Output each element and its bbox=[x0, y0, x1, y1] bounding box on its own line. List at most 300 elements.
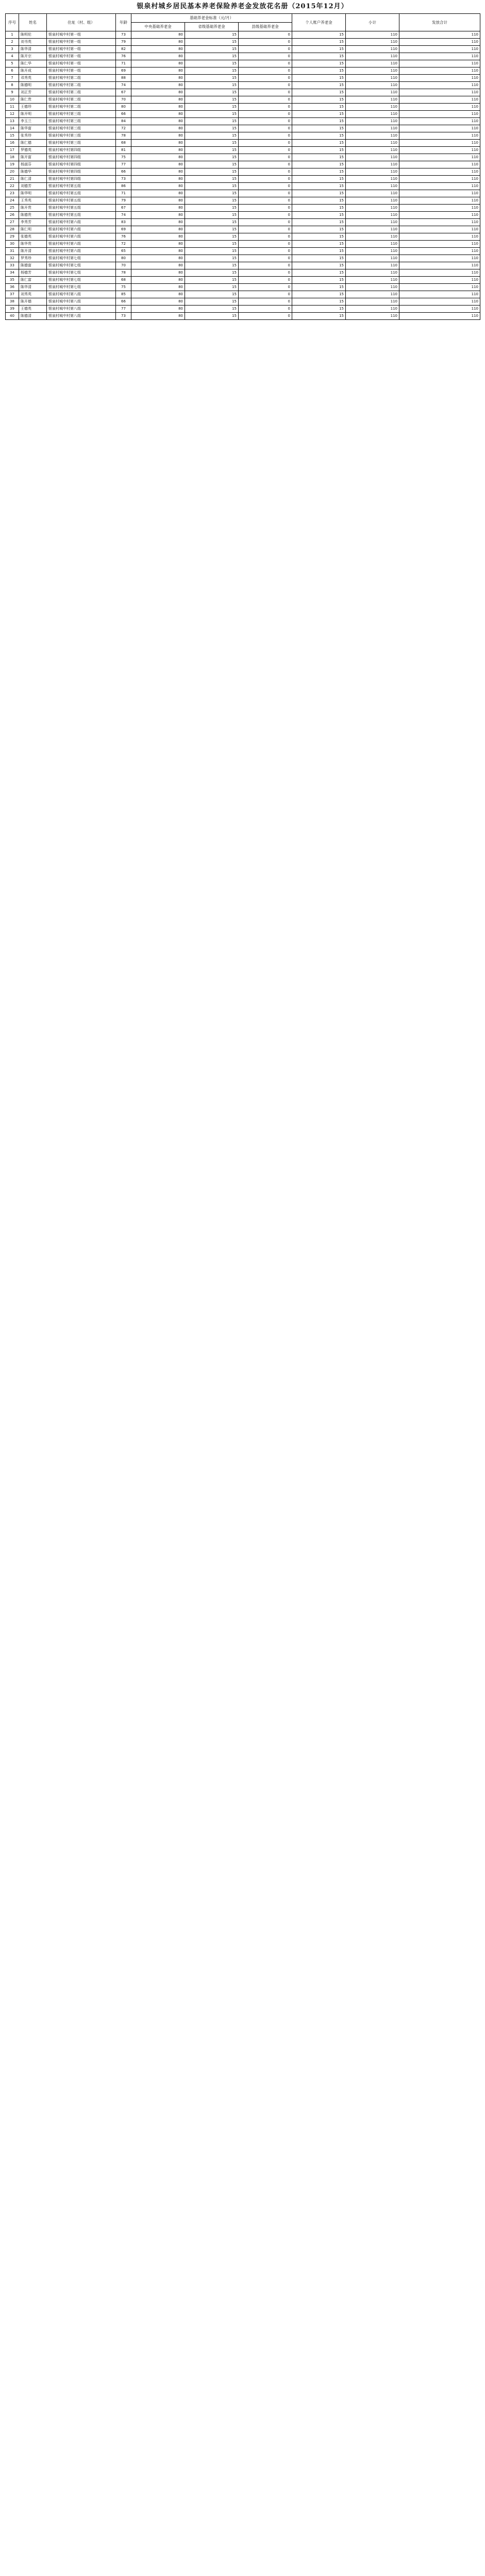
cell-age: 69 bbox=[116, 226, 131, 233]
cell-total: 110 bbox=[399, 212, 480, 219]
cell-age: 81 bbox=[116, 147, 131, 154]
cell-address: 银泉村城中村第一组 bbox=[47, 60, 116, 67]
cell-address: 银泉村城中村第三组 bbox=[47, 132, 116, 140]
cell-personal: 15 bbox=[292, 176, 346, 183]
cell-subtotal: 110 bbox=[346, 89, 399, 96]
cell-central: 80 bbox=[131, 161, 185, 168]
cell-address: 银泉村城中村第一组 bbox=[47, 39, 116, 46]
cell-personal: 15 bbox=[292, 125, 346, 132]
table-row bbox=[6, 46, 480, 53]
cell-seq: 18 bbox=[6, 154, 19, 161]
cell-central: 80 bbox=[131, 241, 185, 248]
cell-name: 陈仁华 bbox=[19, 60, 47, 67]
cell-personal: 15 bbox=[292, 60, 346, 67]
table-row bbox=[6, 255, 480, 262]
cell-central: 80 bbox=[131, 39, 185, 46]
cell-central: 80 bbox=[131, 277, 185, 284]
cell-subtotal: 110 bbox=[346, 241, 399, 248]
cell-seq: 8 bbox=[6, 82, 19, 89]
cell-personal: 15 bbox=[292, 284, 346, 291]
cell-age: 79 bbox=[116, 39, 131, 46]
cell-personal: 15 bbox=[292, 262, 346, 269]
table-row bbox=[6, 277, 480, 284]
cell-age: 66 bbox=[116, 298, 131, 306]
cell-personal: 15 bbox=[292, 67, 346, 75]
cell-name: 刘秀英 bbox=[19, 291, 47, 298]
cell-age: 82 bbox=[116, 46, 131, 53]
cell-central: 80 bbox=[131, 313, 185, 320]
cell-personal: 15 bbox=[292, 82, 346, 89]
cell-personal: 15 bbox=[292, 248, 346, 255]
cell-province: 15 bbox=[185, 147, 239, 154]
cell-address: 银泉村城中村第二组 bbox=[47, 96, 116, 104]
cell-address: 银泉村城中村第四组 bbox=[47, 154, 116, 161]
cell-central: 80 bbox=[131, 197, 185, 205]
cell-county: 0 bbox=[239, 104, 292, 111]
cell-seq: 9 bbox=[6, 89, 19, 96]
cell-central: 80 bbox=[131, 183, 185, 190]
cell-age: 67 bbox=[116, 205, 131, 212]
table-row bbox=[6, 219, 480, 226]
cell-province: 15 bbox=[185, 60, 239, 67]
cell-central: 80 bbox=[131, 291, 185, 298]
cell-central: 80 bbox=[131, 53, 185, 60]
table-row bbox=[6, 197, 480, 205]
table-row bbox=[6, 111, 480, 118]
cell-subtotal: 110 bbox=[346, 75, 399, 82]
cell-county: 0 bbox=[239, 183, 292, 190]
cell-address: 银泉村城中村第四组 bbox=[47, 147, 116, 154]
cell-county: 0 bbox=[239, 212, 292, 219]
cell-age: 68 bbox=[116, 140, 131, 147]
cell-address: 银泉村城中村第八组 bbox=[47, 291, 116, 298]
cell-province: 15 bbox=[185, 212, 239, 219]
cell-address: 银泉村城中村第五组 bbox=[47, 197, 116, 205]
cell-province: 15 bbox=[185, 132, 239, 140]
cell-province: 15 bbox=[185, 183, 239, 190]
cell-county: 0 bbox=[239, 118, 292, 125]
cell-province: 15 bbox=[185, 197, 239, 205]
cell-total: 110 bbox=[399, 306, 480, 313]
cell-subtotal: 110 bbox=[346, 168, 399, 176]
cell-personal: 15 bbox=[292, 291, 346, 298]
cell-seq: 24 bbox=[6, 197, 19, 205]
cell-subtotal: 110 bbox=[346, 262, 399, 269]
cell-personal: 15 bbox=[292, 269, 346, 277]
cell-total: 110 bbox=[399, 46, 480, 53]
cell-province: 15 bbox=[185, 269, 239, 277]
cell-personal: 15 bbox=[292, 140, 346, 147]
cell-total: 110 bbox=[399, 269, 480, 277]
header-age: 年龄 bbox=[116, 14, 131, 31]
cell-county: 0 bbox=[239, 219, 292, 226]
cell-address: 银泉村城中村第七组 bbox=[47, 262, 116, 269]
cell-personal: 15 bbox=[292, 132, 346, 140]
cell-address: 银泉村城中村第五组 bbox=[47, 212, 116, 219]
cell-total: 110 bbox=[399, 104, 480, 111]
cell-personal: 15 bbox=[292, 226, 346, 233]
table-body bbox=[6, 31, 480, 320]
cell-personal: 15 bbox=[292, 46, 346, 53]
cell-province: 15 bbox=[185, 255, 239, 262]
cell-total: 110 bbox=[399, 31, 480, 39]
cell-seq: 22 bbox=[6, 183, 19, 190]
cell-county: 0 bbox=[239, 313, 292, 320]
cell-seq: 10 bbox=[6, 96, 19, 104]
cell-county: 0 bbox=[239, 190, 292, 197]
cell-seq: 23 bbox=[6, 190, 19, 197]
cell-subtotal: 110 bbox=[346, 205, 399, 212]
cell-age: 88 bbox=[116, 75, 131, 82]
cell-personal: 15 bbox=[292, 75, 346, 82]
cell-subtotal: 110 bbox=[346, 53, 399, 60]
cell-name: 陈德富 bbox=[19, 262, 47, 269]
cell-seq: 37 bbox=[6, 291, 19, 298]
cell-subtotal: 110 bbox=[346, 118, 399, 125]
cell-seq: 31 bbox=[6, 248, 19, 255]
cell-personal: 15 bbox=[292, 118, 346, 125]
cell-subtotal: 110 bbox=[346, 269, 399, 277]
cell-central: 80 bbox=[131, 154, 185, 161]
cell-province: 15 bbox=[185, 262, 239, 269]
cell-county: 0 bbox=[239, 226, 292, 233]
cell-address: 银泉村城中村第一组 bbox=[47, 67, 116, 75]
cell-name: 王德英 bbox=[19, 306, 47, 313]
cell-total: 110 bbox=[399, 60, 480, 67]
cell-personal: 15 bbox=[292, 183, 346, 190]
cell-address: 银泉村城中村第二组 bbox=[47, 75, 116, 82]
table-row bbox=[6, 89, 480, 96]
cell-age: 78 bbox=[116, 132, 131, 140]
cell-subtotal: 110 bbox=[346, 284, 399, 291]
cell-subtotal: 110 bbox=[346, 298, 399, 306]
cell-total: 110 bbox=[399, 298, 480, 306]
header-address: 住址（村、组） bbox=[47, 14, 116, 31]
cell-name: 杨德芳 bbox=[19, 269, 47, 277]
cell-county: 0 bbox=[239, 241, 292, 248]
cell-province: 15 bbox=[185, 241, 239, 248]
cell-county: 0 bbox=[239, 176, 292, 183]
cell-address: 银泉村城中村第七组 bbox=[47, 269, 116, 277]
cell-subtotal: 110 bbox=[346, 219, 399, 226]
cell-county: 0 bbox=[239, 53, 292, 60]
cell-personal: 15 bbox=[292, 39, 346, 46]
cell-seq: 13 bbox=[6, 118, 19, 125]
cell-age: 75 bbox=[116, 284, 131, 291]
cell-province: 15 bbox=[185, 140, 239, 147]
table-row bbox=[6, 147, 480, 154]
cell-name: 陈开宗 bbox=[19, 53, 47, 60]
cell-central: 80 bbox=[131, 233, 185, 241]
cell-address: 银泉村城中村第三组 bbox=[47, 125, 116, 132]
cell-total: 110 bbox=[399, 89, 480, 96]
cell-county: 0 bbox=[239, 39, 292, 46]
cell-county: 0 bbox=[239, 82, 292, 89]
cell-age: 68 bbox=[116, 277, 131, 284]
cell-name: 陈华清 bbox=[19, 46, 47, 53]
cell-subtotal: 110 bbox=[346, 132, 399, 140]
cell-central: 80 bbox=[131, 262, 185, 269]
table-row bbox=[6, 53, 480, 60]
table-row bbox=[6, 154, 480, 161]
cell-seq: 28 bbox=[6, 226, 19, 233]
cell-address: 银泉村城中村第三组 bbox=[47, 140, 116, 147]
cell-age: 75 bbox=[116, 154, 131, 161]
cell-name: 李玉兰 bbox=[19, 118, 47, 125]
cell-age: 80 bbox=[116, 104, 131, 111]
cell-address: 银泉村城中村第七组 bbox=[47, 284, 116, 291]
cell-total: 110 bbox=[399, 67, 480, 75]
cell-province: 15 bbox=[185, 277, 239, 284]
cell-address: 银泉村城中村第二组 bbox=[47, 89, 116, 96]
cell-total: 110 bbox=[399, 197, 480, 205]
table-row bbox=[6, 75, 480, 82]
cell-province: 15 bbox=[185, 154, 239, 161]
cell-county: 0 bbox=[239, 67, 292, 75]
cell-address: 银泉村城中村第四组 bbox=[47, 168, 116, 176]
table-row bbox=[6, 291, 480, 298]
table-row bbox=[6, 161, 480, 168]
cell-personal: 15 bbox=[292, 53, 346, 60]
cell-province: 15 bbox=[185, 118, 239, 125]
cell-total: 110 bbox=[399, 226, 480, 233]
cell-name: 张秀珍 bbox=[19, 132, 47, 140]
table-row bbox=[6, 241, 480, 248]
header-subtotal: 小计 bbox=[346, 14, 399, 31]
cell-name: 陈明伦 bbox=[19, 31, 47, 39]
cell-county: 0 bbox=[239, 140, 292, 147]
cell-total: 110 bbox=[399, 118, 480, 125]
cell-subtotal: 110 bbox=[346, 233, 399, 241]
table-row bbox=[6, 284, 480, 291]
cell-address: 银泉村城中村第六组 bbox=[47, 233, 116, 241]
table-row bbox=[6, 248, 480, 255]
cell-name: 陈德华 bbox=[19, 168, 47, 176]
table-row bbox=[6, 176, 480, 183]
cell-total: 110 bbox=[399, 291, 480, 298]
cell-seq: 39 bbox=[6, 306, 19, 313]
cell-subtotal: 110 bbox=[346, 147, 399, 154]
cell-personal: 15 bbox=[292, 313, 346, 320]
cell-subtotal: 110 bbox=[346, 60, 399, 67]
cell-age: 85 bbox=[116, 291, 131, 298]
cell-total: 110 bbox=[399, 233, 480, 241]
cell-personal: 15 bbox=[292, 298, 346, 306]
cell-address: 银泉村城中村第二组 bbox=[47, 82, 116, 89]
cell-personal: 15 bbox=[292, 255, 346, 262]
cell-age: 65 bbox=[116, 248, 131, 255]
cell-province: 15 bbox=[185, 46, 239, 53]
cell-county: 0 bbox=[239, 31, 292, 39]
cell-age: 66 bbox=[116, 111, 131, 118]
cell-address: 银泉村城中村第一组 bbox=[47, 46, 116, 53]
cell-county: 0 bbox=[239, 284, 292, 291]
cell-seq: 6 bbox=[6, 67, 19, 75]
cell-seq: 25 bbox=[6, 205, 19, 212]
cell-province: 15 bbox=[185, 31, 239, 39]
cell-county: 0 bbox=[239, 262, 292, 269]
cell-total: 110 bbox=[399, 284, 480, 291]
cell-total: 110 bbox=[399, 255, 480, 262]
cell-province: 15 bbox=[185, 161, 239, 168]
cell-county: 0 bbox=[239, 291, 292, 298]
cell-county: 0 bbox=[239, 132, 292, 140]
cell-personal: 15 bbox=[292, 277, 346, 284]
cell-subtotal: 110 bbox=[346, 125, 399, 132]
cell-subtotal: 110 bbox=[346, 248, 399, 255]
cell-province: 15 bbox=[185, 82, 239, 89]
cell-age: 77 bbox=[116, 161, 131, 168]
cell-province: 15 bbox=[185, 313, 239, 320]
cell-name: 陈华清 bbox=[19, 284, 47, 291]
table-row bbox=[6, 190, 480, 197]
cell-address: 银泉村城中村第一组 bbox=[47, 31, 116, 39]
cell-central: 80 bbox=[131, 255, 185, 262]
cell-personal: 15 bbox=[292, 241, 346, 248]
cell-name: 李秀芳 bbox=[19, 219, 47, 226]
cell-central: 80 bbox=[131, 125, 185, 132]
cell-total: 110 bbox=[399, 205, 480, 212]
cell-seq: 35 bbox=[6, 277, 19, 284]
cell-central: 80 bbox=[131, 75, 185, 82]
cell-central: 80 bbox=[131, 176, 185, 183]
table-row bbox=[6, 168, 480, 176]
cell-name: 陈开富 bbox=[19, 154, 47, 161]
cell-subtotal: 110 bbox=[346, 140, 399, 147]
cell-personal: 15 bbox=[292, 190, 346, 197]
table-row bbox=[6, 125, 480, 132]
cell-address: 银泉村城中村第六组 bbox=[47, 248, 116, 255]
cell-central: 80 bbox=[131, 248, 185, 255]
cell-total: 110 bbox=[399, 39, 480, 46]
cell-seq: 7 bbox=[6, 75, 19, 82]
cell-total: 110 bbox=[399, 168, 480, 176]
cell-central: 80 bbox=[131, 67, 185, 75]
cell-seq: 19 bbox=[6, 161, 19, 168]
cell-address: 银泉村城中村第五组 bbox=[47, 190, 116, 197]
cell-county: 0 bbox=[239, 46, 292, 53]
cell-province: 15 bbox=[185, 104, 239, 111]
table-row bbox=[6, 212, 480, 219]
cell-central: 80 bbox=[131, 111, 185, 118]
header-personal: 个人账户养老金 bbox=[292, 14, 346, 31]
cell-total: 110 bbox=[399, 125, 480, 132]
cell-age: 78 bbox=[116, 269, 131, 277]
cell-subtotal: 110 bbox=[346, 104, 399, 111]
cell-province: 15 bbox=[185, 233, 239, 241]
cell-province: 15 bbox=[185, 111, 239, 118]
cell-subtotal: 110 bbox=[346, 96, 399, 104]
cell-central: 80 bbox=[131, 140, 185, 147]
cell-total: 110 bbox=[399, 241, 480, 248]
cell-age: 71 bbox=[116, 60, 131, 67]
cell-name: 陈仁清 bbox=[19, 176, 47, 183]
cell-name: 陈开贵 bbox=[19, 205, 47, 212]
cell-name: 陈华富 bbox=[19, 125, 47, 132]
pension-roster-table bbox=[5, 13, 480, 320]
cell-name: 王德珍 bbox=[19, 104, 47, 111]
cell-age: 83 bbox=[116, 219, 131, 226]
table-row bbox=[6, 82, 480, 89]
cell-seq: 27 bbox=[6, 219, 19, 226]
cell-total: 110 bbox=[399, 248, 480, 255]
cell-central: 80 bbox=[131, 269, 185, 277]
cell-name: 张德英 bbox=[19, 233, 47, 241]
document-title: 银泉村城乡居民基本养老保险养老金发放花名册（2015年12月） bbox=[137, 3, 348, 10]
cell-personal: 15 bbox=[292, 168, 346, 176]
cell-total: 110 bbox=[399, 111, 480, 118]
cell-total: 110 bbox=[399, 176, 480, 183]
cell-subtotal: 110 bbox=[346, 226, 399, 233]
cell-total: 110 bbox=[399, 140, 480, 147]
cell-personal: 15 bbox=[292, 233, 346, 241]
cell-age: 86 bbox=[116, 183, 131, 190]
cell-county: 0 bbox=[239, 154, 292, 161]
table-header-row bbox=[6, 14, 480, 23]
cell-seq: 38 bbox=[6, 298, 19, 306]
header-county: 县级基础养老金 bbox=[239, 23, 292, 31]
cell-province: 15 bbox=[185, 53, 239, 60]
cell-address: 银泉村城中村第一组 bbox=[47, 53, 116, 60]
table-row bbox=[6, 205, 480, 212]
cell-central: 80 bbox=[131, 118, 185, 125]
cell-central: 80 bbox=[131, 132, 185, 140]
cell-seq: 29 bbox=[6, 233, 19, 241]
cell-total: 110 bbox=[399, 147, 480, 154]
table-row bbox=[6, 306, 480, 313]
cell-central: 80 bbox=[131, 89, 185, 96]
table-row bbox=[6, 140, 480, 147]
cell-province: 15 bbox=[185, 125, 239, 132]
cell-total: 110 bbox=[399, 313, 480, 320]
cell-seq: 20 bbox=[6, 168, 19, 176]
cell-subtotal: 110 bbox=[346, 277, 399, 284]
cell-personal: 15 bbox=[292, 111, 346, 118]
cell-county: 0 bbox=[239, 269, 292, 277]
cell-address: 银泉村城中村第三组 bbox=[47, 118, 116, 125]
cell-central: 80 bbox=[131, 212, 185, 219]
cell-age: 70 bbox=[116, 96, 131, 104]
cell-total: 110 bbox=[399, 53, 480, 60]
cell-name: 陈仁明 bbox=[19, 226, 47, 233]
cell-province: 15 bbox=[185, 205, 239, 212]
cell-name: 刘德芳 bbox=[19, 183, 47, 190]
cell-name: 陈开清 bbox=[19, 248, 47, 255]
cell-name: 邓秀英 bbox=[19, 75, 47, 82]
cell-total: 110 bbox=[399, 154, 480, 161]
cell-seq: 40 bbox=[6, 313, 19, 320]
cell-age: 80 bbox=[116, 255, 131, 262]
cell-subtotal: 110 bbox=[346, 291, 399, 298]
cell-seq: 36 bbox=[6, 284, 19, 291]
cell-total: 110 bbox=[399, 161, 480, 168]
header-province: 省级基础养老金 bbox=[185, 23, 239, 31]
cell-subtotal: 110 bbox=[346, 46, 399, 53]
cell-seq: 34 bbox=[6, 269, 19, 277]
cell-total: 110 bbox=[399, 82, 480, 89]
table-row bbox=[6, 31, 480, 39]
cell-personal: 15 bbox=[292, 219, 346, 226]
cell-county: 0 bbox=[239, 197, 292, 205]
cell-total: 110 bbox=[399, 75, 480, 82]
cell-total: 110 bbox=[399, 96, 480, 104]
cell-county: 0 bbox=[239, 89, 292, 96]
cell-county: 0 bbox=[239, 277, 292, 284]
cell-name: 陈仁富 bbox=[19, 277, 47, 284]
cell-central: 80 bbox=[131, 31, 185, 39]
cell-province: 15 bbox=[185, 219, 239, 226]
cell-county: 0 bbox=[239, 111, 292, 118]
